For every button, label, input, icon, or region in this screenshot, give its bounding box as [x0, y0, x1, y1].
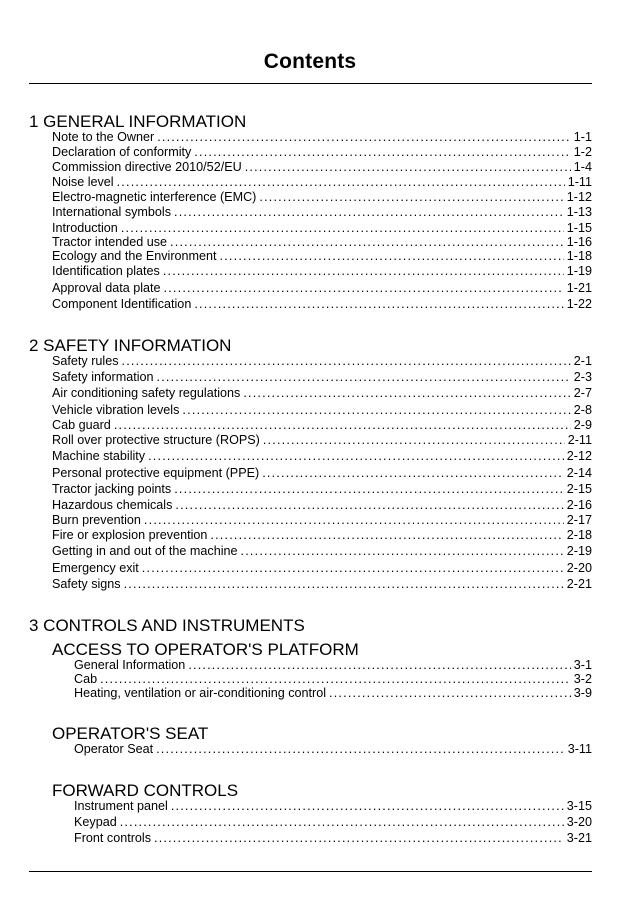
toc-entry-page-number: 1-2	[573, 145, 592, 159]
toc-entry-label: Introduction	[52, 221, 118, 235]
toc-entry-hazardous-chemicals[interactable]	[52, 498, 592, 513]
section-heading-safety-information: 2 SAFETY INFORMATION	[29, 336, 232, 355]
dot-leader	[170, 235, 564, 250]
toc-entry-label: Safety signs	[52, 577, 121, 591]
toc-entry-label: Commission directive 2010/52/EU	[52, 160, 242, 174]
toc-entry-personal-protective-equipment-ppe[interactable]	[52, 466, 592, 481]
dot-leader	[163, 264, 564, 279]
toc-entry-machine-stability[interactable]	[52, 449, 592, 464]
toc-entry-international-symbols[interactable]	[52, 205, 592, 220]
dot-leader	[174, 482, 564, 497]
toc-entry-air-conditioning-safety-regulations[interactable]	[52, 386, 592, 401]
toc-entry-label: Vehicle vibration levels	[52, 403, 180, 417]
toc-entry-keypad[interactable]	[74, 815, 592, 830]
toc-entry-label: Machine stability	[52, 449, 146, 463]
toc-entry-page-number: 2-21	[566, 577, 592, 591]
toc-entry-page-number: 3-20	[566, 815, 592, 829]
toc-entry-label: General Information	[74, 658, 186, 672]
dot-leader	[241, 544, 564, 559]
top-rule	[29, 83, 592, 84]
dot-leader	[329, 686, 571, 701]
dot-leader	[174, 205, 564, 220]
dot-leader	[245, 160, 571, 175]
toc-entry-label: Tractor intended use	[52, 235, 168, 249]
dot-leader	[259, 190, 563, 205]
bottom-rule	[29, 871, 592, 872]
dot-leader	[154, 831, 564, 846]
toc-entry-label: Fire or explosion prevention	[52, 528, 208, 542]
toc-entry-general-information[interactable]	[74, 658, 592, 673]
toc-entry-page-number: 1-18	[566, 249, 592, 263]
toc-entry-label: Front controls	[74, 831, 151, 845]
toc-entry-page-number: 1-1	[573, 130, 592, 144]
dot-leader	[182, 403, 570, 418]
toc-entry-label: Hazardous chemicals	[52, 498, 173, 512]
dot-leader	[120, 815, 564, 830]
dot-leader	[121, 221, 564, 236]
toc-entry-label: Safety information	[52, 370, 154, 384]
toc-entry-page-number: 1-22	[566, 297, 592, 311]
toc-entry-label: Cab	[74, 672, 98, 686]
toc-entry-label: Noise level	[52, 175, 114, 189]
dot-leader	[171, 799, 564, 814]
toc-entry-label: Note to the Owner	[52, 130, 155, 144]
toc-entry-page-number: 3-21	[566, 831, 592, 845]
toc-entry-page-number: 1-12	[566, 190, 592, 204]
toc-entry-page-number: 1-15	[566, 221, 592, 235]
toc-entry-getting-in-and-out-of-the-machine[interactable]	[52, 544, 592, 559]
dot-leader	[124, 577, 564, 592]
dot-leader	[220, 249, 564, 264]
toc-entry-page-number: 1-13	[566, 205, 592, 219]
toc-entry-introduction[interactable]	[52, 221, 592, 236]
toc-entry-label: Safety rules	[52, 354, 119, 368]
toc-entry-tractor-intended-use[interactable]	[52, 235, 592, 250]
dot-leader	[188, 658, 570, 673]
toc-entry-page-number: 3-15	[566, 799, 592, 813]
toc-entry-operator-seat[interactable]	[74, 742, 592, 757]
toc-entry-page-number: 2-8	[573, 403, 592, 417]
toc-entry-heating-ventilation-or-air-conditioning-control[interactable]	[74, 686, 592, 701]
toc-entry-page-number: 2-16	[566, 498, 592, 512]
subsection-heading-forward-controls: FORWARD CONTROLS	[52, 781, 239, 800]
toc-entry-label: Heating, ventilation or air-conditioning control	[74, 686, 327, 700]
toc-entry-cab[interactable]	[74, 672, 592, 687]
toc-entry-declaration-of-conformity[interactable]	[52, 145, 592, 160]
toc-entry-burn-prevention[interactable]	[52, 513, 592, 528]
toc-entry-page-number: 3-9	[573, 686, 592, 700]
toc-entry-page-number: 3-2	[573, 672, 592, 686]
toc-entry-label: Approval data plate	[52, 281, 161, 295]
subsection-heading-access-to-operators-platform: ACCESS TO OPERATOR'S PLATFORM	[52, 640, 359, 659]
toc-entry-label: International symbols	[52, 205, 172, 219]
toc-entry-page-number: 3-11	[567, 742, 592, 756]
dot-leader	[144, 513, 564, 528]
dot-leader	[243, 386, 570, 401]
toc-entry-label: Identification plates	[52, 264, 160, 278]
toc-entry-note-to-the-owner[interactable]	[52, 130, 592, 145]
toc-entry-identification-plates[interactable]	[52, 264, 592, 279]
toc-entry-emergency-exit[interactable]	[52, 561, 592, 576]
toc-entry-page-number: 2-14	[566, 466, 592, 480]
dot-leader	[263, 433, 565, 448]
toc-entry-page-number: 2-18	[566, 528, 592, 542]
section-heading-controls-and-instruments: 3 CONTROLS AND INSTRUMENTS	[29, 616, 305, 635]
dot-leader	[210, 528, 563, 543]
page-title: Contents	[263, 50, 357, 73]
toc-entry-page-number: 2-3	[573, 370, 592, 384]
dot-leader	[157, 130, 571, 145]
toc-entry-tractor-jacking-points[interactable]	[52, 482, 592, 497]
toc-entry-page-number: 2-12	[566, 449, 592, 463]
dot-leader	[194, 145, 571, 160]
toc-entry-label: Operator Seat	[74, 742, 154, 756]
toc-entry-label: Electro-magnetic interference (EMC)	[52, 190, 257, 204]
toc-entry-instrument-panel[interactable]	[74, 799, 592, 814]
dot-leader	[142, 561, 564, 576]
toc-entry-cab-guard[interactable]	[52, 418, 592, 433]
toc-entry-label: Tractor jacking points	[52, 482, 172, 496]
dot-leader	[175, 498, 563, 513]
toc-entry-roll-over-protective-structure-rops[interactable]	[52, 433, 592, 448]
toc-entry-page-number: 2-19	[566, 544, 592, 558]
toc-entry-label: Declaration of conformity	[52, 145, 192, 159]
toc-entry-page-number: 2-20	[566, 561, 592, 575]
toc-entry-commission-directive-2010-52-eu[interactable]	[52, 160, 592, 175]
toc-entry-page-number: 1-11	[567, 175, 592, 189]
toc-entry-label: Keypad	[74, 815, 117, 829]
toc-entry-page-number: 1-16	[566, 235, 592, 249]
toc-entry-label: Burn prevention	[52, 513, 141, 527]
dot-leader	[122, 354, 571, 369]
toc-entry-label: Cab guard	[52, 418, 111, 432]
toc-entry-label: Roll over protective structure (ROPS)	[52, 433, 260, 447]
toc-entry-label: Air conditioning safety regulations	[52, 386, 241, 400]
dot-leader	[156, 742, 565, 757]
subsection-heading-operators-seat: OPERATOR'S SEAT	[52, 724, 209, 743]
toc-entry-page-number: 2-15	[566, 482, 592, 496]
toc-entry-label: Component Identification	[52, 297, 192, 311]
toc-entry-front-controls[interactable]	[74, 831, 592, 846]
toc-entry-safety-signs[interactable]	[52, 577, 592, 592]
dot-leader	[114, 418, 571, 433]
toc-entry-ecology-and-the-environment[interactable]	[52, 249, 592, 264]
toc-entry-electro-magnetic-interference-emc[interactable]	[52, 190, 592, 205]
toc-entry-label: Ecology and the Environment	[52, 249, 217, 263]
toc-entry-page-number: 1-4	[573, 160, 592, 174]
toc-entry-safety-information[interactable]	[52, 370, 592, 385]
dot-leader	[100, 672, 571, 687]
toc-entry-page-number: 2-7	[573, 386, 592, 400]
dot-leader	[117, 175, 565, 190]
toc-entry-noise-level[interactable]	[52, 175, 592, 190]
section-heading-general-information: 1 GENERAL INFORMATION	[29, 112, 247, 131]
toc-entry-page-number: 2-1	[573, 354, 592, 368]
dot-leader	[194, 297, 563, 312]
toc-entry-page-number: 2-9	[573, 418, 592, 432]
dot-leader	[164, 281, 564, 296]
toc-entry-approval-data-plate[interactable]	[52, 281, 592, 296]
dot-leader	[262, 466, 564, 481]
toc-entry-label: Emergency exit	[52, 561, 139, 575]
toc-entry-page-number: 2-11	[567, 433, 592, 447]
toc-entry-label: Personal protective equipment (PPE)	[52, 466, 260, 480]
dot-leader	[148, 449, 564, 464]
toc-entry-page-number: 1-19	[566, 264, 592, 278]
toc-entry-label: Getting in and out of the machine	[52, 544, 238, 558]
toc-entry-vehicle-vibration-levels[interactable]	[52, 403, 592, 418]
toc-entry-page-number: 3-1	[573, 658, 592, 672]
toc-entry-fire-or-explosion-prevention[interactable]	[52, 528, 592, 543]
toc-entry-page-number: 1-21	[566, 281, 592, 295]
toc-entry-label: Instrument panel	[74, 799, 168, 813]
toc-entry-component-identification[interactable]	[52, 297, 592, 312]
toc-entry-safety-rules[interactable]	[52, 354, 592, 369]
dot-leader	[157, 370, 571, 385]
toc-entry-page-number: 2-17	[566, 513, 592, 527]
